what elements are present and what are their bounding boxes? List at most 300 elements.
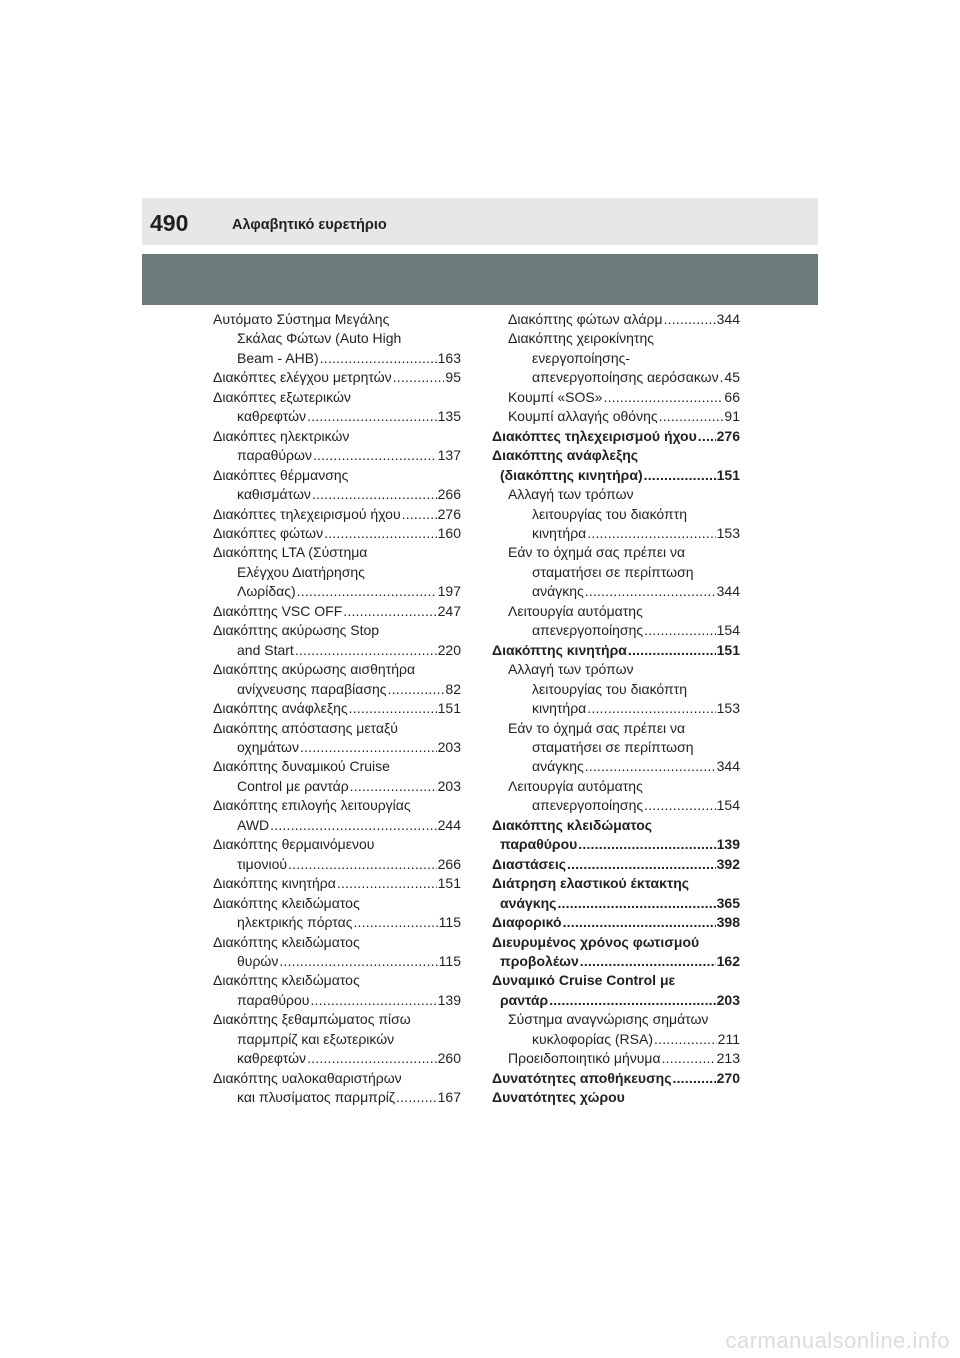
index-entry-text: Διακόπτης απόστασης μεταξύ bbox=[213, 719, 398, 736]
index-page-number: 203 bbox=[437, 738, 461, 755]
dot-leader bbox=[388, 680, 445, 699]
index-entry bbox=[492, 427, 740, 446]
index-entry-text: Δυνατότητες αποθήκευσης bbox=[492, 1069, 672, 1086]
dot-leader bbox=[578, 835, 715, 854]
index-entry-text: παραθύρου bbox=[237, 991, 310, 1008]
index-entry-text: Διακόπτης VSC OFF bbox=[213, 602, 343, 619]
index-entry-text: θυρών bbox=[237, 952, 279, 969]
dot-leader bbox=[585, 582, 716, 601]
index-entry bbox=[492, 660, 740, 718]
dot-leader bbox=[585, 757, 716, 776]
index-entry-line bbox=[492, 1088, 740, 1107]
index-entry-line bbox=[213, 913, 461, 932]
index-entry-text: Control με ραντάρ bbox=[237, 777, 349, 794]
index-entry-text: Διακόπτης θερμαινόμενου bbox=[213, 836, 375, 853]
dot-leader bbox=[313, 446, 437, 465]
index-entry bbox=[213, 310, 461, 368]
index-entry-text: ανίχνευσης παραβίασης bbox=[237, 680, 387, 697]
index-page-number: 151 bbox=[437, 875, 461, 892]
index-page-number: 66 bbox=[724, 388, 740, 405]
index-entry bbox=[213, 835, 461, 874]
index-entry-text: Διακόπτες φώτων bbox=[213, 524, 324, 541]
index-page-number: 137 bbox=[437, 447, 461, 464]
index-entry bbox=[213, 874, 461, 893]
index-page-number: 139 bbox=[716, 836, 740, 853]
index-entry bbox=[213, 388, 461, 427]
index-entry bbox=[492, 388, 740, 407]
dot-leader bbox=[603, 388, 723, 407]
index-entry-text: καθρεφτών bbox=[237, 1050, 307, 1067]
index-entry-line bbox=[492, 427, 740, 446]
index-entry bbox=[492, 777, 740, 816]
index-entry-line bbox=[492, 505, 740, 524]
index-entry bbox=[213, 1010, 461, 1068]
index-entry-text: Διακόπτης ξεθαμπώματος πίσω bbox=[213, 1011, 411, 1028]
index-entry-line bbox=[492, 582, 740, 601]
index-entry-line bbox=[213, 757, 461, 776]
index-entry-line bbox=[213, 719, 461, 738]
dot-leader bbox=[270, 816, 436, 835]
dot-leader bbox=[295, 641, 437, 660]
index-entry-line bbox=[492, 602, 740, 621]
index-entry-line bbox=[213, 680, 461, 699]
index-entry bbox=[213, 660, 461, 699]
index-entry-line bbox=[492, 1069, 740, 1088]
index-entry-line bbox=[213, 388, 461, 407]
index-entry-line bbox=[213, 407, 461, 426]
index-entry-text: Διακόπτες εξωτερικών bbox=[213, 388, 351, 405]
index-entry-line bbox=[213, 660, 461, 679]
index-entry-text: Διακόπτης ανάφλεξης bbox=[213, 700, 348, 717]
page-number: 490 bbox=[150, 210, 189, 236]
index-page-number: 398 bbox=[716, 914, 740, 931]
index-entry-line bbox=[492, 466, 740, 485]
index-entry-line bbox=[492, 719, 740, 738]
index-entry-text: παρμπρίζ και εξωτερικών bbox=[237, 1030, 395, 1047]
index-page-number: 163 bbox=[437, 349, 461, 366]
dot-leader bbox=[350, 777, 437, 796]
index-entry-text: Διακόπτης κλειδώματος bbox=[213, 894, 360, 911]
index-entry bbox=[213, 427, 461, 466]
index-entry-line bbox=[492, 699, 740, 718]
index-entry-text: Αλλαγή των τρόπων bbox=[508, 661, 634, 678]
index-entry-line bbox=[492, 563, 740, 582]
index-entry-line bbox=[492, 835, 740, 854]
index-entry-line bbox=[492, 796, 740, 815]
index-page-number: 151 bbox=[716, 466, 740, 483]
index-entry bbox=[213, 757, 461, 796]
index-entry-text: Διακόπτης κινητήρα bbox=[213, 875, 336, 892]
index-page-number: 197 bbox=[437, 583, 461, 600]
index-entry-line bbox=[492, 680, 740, 699]
index-entry-line bbox=[213, 1088, 461, 1107]
index-entry-text: κυκλοφορίας (RSA) bbox=[532, 1030, 654, 1047]
index-column-right bbox=[492, 310, 740, 1108]
index-entry-text: Σκάλας Φώτων (Auto High bbox=[237, 330, 402, 347]
index-entry-line bbox=[213, 427, 461, 446]
index-entry bbox=[492, 719, 740, 777]
index-entry-text: Διακόπτης επιλογής λειτουργίας bbox=[213, 797, 411, 814]
index-entry-line bbox=[213, 368, 461, 387]
index-entry-text: Διακόπτης δυναμικού Cruise bbox=[213, 758, 390, 775]
index-entry bbox=[492, 641, 740, 660]
index-entry-text: Διακόπτης κινητήρα bbox=[492, 641, 627, 658]
index-entry-line bbox=[213, 933, 461, 952]
index-entry bbox=[213, 621, 461, 660]
index-entry bbox=[213, 466, 461, 505]
index-entry-text: Λειτουργία αυτόματης bbox=[508, 602, 643, 619]
index-entry-line bbox=[213, 971, 461, 990]
index-entry bbox=[213, 368, 461, 387]
watermark: carmanualsonline.info bbox=[725, 1328, 950, 1353]
index-entry-line bbox=[492, 757, 740, 776]
section-title: Αλφαβητικό ευρετήριο bbox=[232, 217, 387, 233]
index-entry-line bbox=[492, 855, 740, 874]
dot-leader bbox=[343, 602, 436, 621]
index-entry bbox=[492, 407, 740, 426]
index-entry bbox=[213, 719, 461, 758]
index-entry-text: Διακόπτης υαλοκαθαριστήρων bbox=[213, 1069, 402, 1086]
dot-leader bbox=[644, 796, 716, 815]
index-entry-line bbox=[213, 1010, 461, 1029]
index-entry-line bbox=[492, 641, 740, 660]
index-page-number: 344 bbox=[716, 583, 740, 600]
index-entry-text: κινητήρα bbox=[532, 700, 587, 717]
index-entry bbox=[492, 446, 740, 485]
index-page-number: 266 bbox=[437, 486, 461, 503]
index-entry-text: Διακόπτης ακύρωσης Stop bbox=[213, 622, 380, 639]
index-page-number: 153 bbox=[716, 524, 740, 541]
index-entry bbox=[213, 1069, 461, 1108]
index-entry-text: Διακόπτης κλειδώματος bbox=[213, 972, 360, 989]
index-entry-text: καθρεφτών bbox=[237, 408, 307, 425]
index-entry bbox=[213, 933, 461, 972]
index-entry-line bbox=[213, 816, 461, 835]
index-entry-text: απενεργοποίησης bbox=[532, 797, 644, 814]
index-entry-line bbox=[492, 660, 740, 679]
index-entry-line bbox=[492, 485, 740, 504]
index-page-number: 167 bbox=[437, 1089, 461, 1106]
dot-leader bbox=[580, 952, 716, 971]
index-entry-line bbox=[492, 388, 740, 407]
index-entry bbox=[492, 485, 740, 543]
index-entry bbox=[213, 971, 461, 1010]
index-entry-text: Διακόπτες ελέγχου μετρητών bbox=[213, 369, 392, 386]
dot-leader bbox=[320, 349, 437, 368]
index-entry-line bbox=[213, 952, 461, 971]
dot-leader bbox=[310, 991, 436, 1010]
index-entry-text: παραθύρου bbox=[500, 836, 578, 853]
index-entry-line bbox=[213, 738, 461, 757]
index-entry-text: Δυνατότητες χώρου bbox=[492, 1089, 625, 1106]
index-entry-text: Κουμπί αλλαγής οθόνης bbox=[508, 408, 658, 425]
index-entry-line bbox=[213, 524, 461, 543]
index-entry bbox=[213, 699, 461, 718]
index-entry-text: Ελέγχου Διατήρησης bbox=[237, 563, 365, 580]
index-page-number: 365 bbox=[716, 894, 740, 911]
index-entry-text: και πλυσίματος παρμπρίζ bbox=[237, 1089, 396, 1106]
index-entry-line bbox=[492, 543, 740, 562]
index-entry-text: Διευρυμένος χρόνος φωτισμού bbox=[492, 933, 700, 950]
index-entry bbox=[213, 796, 461, 835]
dot-leader bbox=[353, 913, 437, 932]
index-entry-text: Λειτουργία αυτόματης bbox=[508, 777, 643, 794]
index-entry-line bbox=[492, 310, 740, 329]
index-entry-text: προβολέων bbox=[500, 952, 579, 969]
index-entry-text: οχημάτων bbox=[237, 738, 299, 755]
index-entry-text: καθισμάτων bbox=[237, 486, 311, 503]
index-entry-line bbox=[213, 796, 461, 815]
index-entry bbox=[492, 855, 740, 874]
index-entry bbox=[213, 524, 461, 543]
index-entry-text: παραθύρων bbox=[237, 447, 312, 464]
index-entry-line bbox=[213, 446, 461, 465]
dot-leader bbox=[402, 505, 437, 524]
index-entry bbox=[492, 1049, 740, 1068]
index-entry bbox=[213, 602, 461, 621]
index-entry bbox=[492, 602, 740, 641]
index-entry-line bbox=[492, 894, 740, 913]
dot-leader bbox=[307, 407, 437, 426]
index-entry-line bbox=[492, 1049, 740, 1068]
index-entry-line bbox=[213, 310, 461, 329]
index-page-number: 276 bbox=[437, 505, 461, 522]
dot-leader bbox=[557, 894, 715, 913]
index-page-number: 270 bbox=[716, 1069, 740, 1086]
index-page-number: 45 bbox=[724, 369, 740, 386]
dot-leader bbox=[297, 582, 437, 601]
dot-leader bbox=[698, 427, 716, 446]
index-entry-text: Διακόπτης κλειδώματος bbox=[492, 816, 653, 833]
dot-leader bbox=[720, 368, 724, 387]
dot-leader bbox=[393, 368, 445, 387]
index-entry-line bbox=[492, 349, 740, 368]
index-entry-text: Διακόπτης χειροκίνητης bbox=[508, 330, 654, 347]
index-entry-text: Διακόπτης ανάφλεξης bbox=[492, 447, 639, 464]
index-page-number: 220 bbox=[437, 641, 461, 658]
index-entry-line bbox=[213, 894, 461, 913]
index-page-number: 276 bbox=[716, 427, 740, 444]
index-page-number: 135 bbox=[437, 408, 461, 425]
dot-leader bbox=[307, 1049, 437, 1068]
index-entry-text: Διαστάσεις bbox=[492, 855, 566, 872]
index-entry bbox=[492, 1010, 740, 1049]
index-entry-text: Διακόπτης ακύρωσης αισθητήρα bbox=[213, 661, 416, 678]
dot-leader bbox=[279, 952, 437, 971]
index-entry bbox=[492, 874, 740, 913]
index-page-number: 244 bbox=[437, 816, 461, 833]
index-page-number: 392 bbox=[716, 855, 740, 872]
index-entry-line bbox=[213, 543, 461, 562]
dot-leader bbox=[644, 621, 716, 640]
index-entry-text: and Start bbox=[237, 641, 294, 658]
index-entry-text: ηλεκτρικής πόρτας bbox=[237, 914, 353, 931]
index-page-number: 154 bbox=[716, 797, 740, 814]
index-entry-line bbox=[213, 466, 461, 485]
index-entry-text: Σύστημα αναγνώρισης σημάτων bbox=[508, 1011, 709, 1028]
dot-leader bbox=[349, 699, 437, 718]
dot-leader bbox=[549, 991, 715, 1010]
index-entry-line bbox=[213, 855, 461, 874]
index-page-number: 153 bbox=[716, 700, 740, 717]
dot-leader bbox=[659, 407, 724, 426]
index-page-number: 95 bbox=[445, 369, 461, 386]
index-entry-text: ανάγκης bbox=[532, 583, 584, 600]
dot-leader bbox=[300, 738, 437, 757]
index-entry-line bbox=[492, 933, 740, 952]
index-entry-text: Διακόπτες ηλεκτρικών bbox=[213, 427, 350, 444]
index-entry-line bbox=[492, 329, 740, 348]
dot-leader bbox=[664, 310, 716, 329]
index-entry-line bbox=[213, 699, 461, 718]
index-page-number: 203 bbox=[716, 991, 740, 1008]
index-entry-text: Διακόπτης κλειδώματος bbox=[213, 933, 360, 950]
index-entry bbox=[492, 971, 740, 1010]
index-entry-text: λειτουργίας του διακόπτη bbox=[532, 680, 687, 697]
index-entry-text: κινητήρα bbox=[532, 524, 587, 541]
index-entry bbox=[492, 329, 740, 387]
dot-leader bbox=[567, 855, 716, 874]
index-entry-line bbox=[213, 991, 461, 1010]
dot-leader bbox=[324, 524, 437, 543]
index-page-number: 266 bbox=[437, 855, 461, 872]
index-entry-line bbox=[492, 971, 740, 990]
index-page-number: 160 bbox=[437, 524, 461, 541]
index-page-number: 213 bbox=[716, 1050, 740, 1067]
index-page-number: 260 bbox=[437, 1050, 461, 1067]
index-entry-text: Beam - AHB) bbox=[237, 349, 319, 366]
index-entry bbox=[492, 543, 740, 601]
index-entry-text: ραντάρ bbox=[500, 991, 549, 1008]
dot-leader bbox=[673, 1069, 716, 1088]
index-entry-line bbox=[213, 835, 461, 854]
index-entry-text: Προειδοποιητικό μήνυμα bbox=[508, 1050, 661, 1067]
index-entry-text: Δυναμικό Cruise Control με bbox=[492, 972, 676, 989]
index-entry-line bbox=[213, 1069, 461, 1088]
index-page-number: 151 bbox=[437, 700, 461, 717]
index-entry bbox=[492, 933, 740, 972]
dot-leader bbox=[587, 699, 715, 718]
index-page-number: 82 bbox=[445, 680, 461, 697]
index-entry-line bbox=[492, 816, 740, 835]
index-entry-line bbox=[213, 641, 461, 660]
index-column-left bbox=[213, 310, 461, 1108]
index-entry-line bbox=[492, 621, 740, 640]
index-entry bbox=[492, 913, 740, 932]
index-entry-text: σταματήσει σε περίπτωση bbox=[532, 563, 694, 580]
dot-leader bbox=[337, 874, 437, 893]
index-page-number: 211 bbox=[717, 1030, 740, 1047]
index-entry bbox=[492, 310, 740, 329]
index-page-number: 151 bbox=[716, 641, 740, 658]
dot-leader bbox=[628, 641, 716, 660]
index-entry bbox=[213, 894, 461, 933]
index-entry-line bbox=[492, 952, 740, 971]
index-entry-text: ανάγκης bbox=[532, 758, 584, 775]
index-entry bbox=[213, 505, 461, 524]
index-entry-line bbox=[213, 1049, 461, 1068]
index-entry-line bbox=[492, 738, 740, 757]
index-page-number: 91 bbox=[724, 408, 740, 425]
index-entry-line bbox=[492, 1030, 740, 1049]
index-page-number: 115 bbox=[438, 952, 461, 969]
index-entry-line bbox=[213, 777, 461, 796]
index-entry-text: τιμονιού bbox=[237, 855, 288, 872]
index-entry bbox=[492, 1069, 740, 1088]
index-entry-line bbox=[492, 874, 740, 893]
index-entry-text: Διακόπτης φώτων αλάρμ bbox=[508, 311, 663, 327]
index-page-number: 162 bbox=[716, 952, 740, 969]
index-entry-line bbox=[213, 349, 461, 368]
index-page-number: 344 bbox=[716, 758, 740, 775]
index-entry-line bbox=[213, 1030, 461, 1049]
index-entry-line bbox=[492, 446, 740, 465]
index-entry-text: Διακόπτες θέρμανσης bbox=[213, 466, 349, 483]
dot-leader bbox=[288, 855, 437, 874]
index-entry-line bbox=[213, 582, 461, 601]
index-entry-line bbox=[492, 991, 740, 1010]
index-entry-text: Διακόπτες τηλεχειρισμού ήχου bbox=[492, 427, 697, 444]
index-entry-text: Εάν το όχημά σας πρέπει να bbox=[508, 719, 686, 736]
index-entry-text: Εάν το όχημά σας πρέπει να bbox=[508, 544, 686, 561]
index-entry-text: λειτουργίας του διακόπτη bbox=[532, 505, 687, 522]
index-entry-line bbox=[213, 621, 461, 640]
dot-leader bbox=[563, 913, 716, 932]
dot-leader bbox=[644, 466, 716, 485]
index-entry-text: Διακόπτες τηλεχειρισμού ήχου bbox=[213, 505, 401, 522]
dot-leader bbox=[312, 485, 437, 504]
index-entry bbox=[492, 816, 740, 855]
index-entry-line bbox=[213, 329, 461, 348]
index-entry-text: ενεργοποίησης- bbox=[532, 349, 631, 366]
index-entry-text: Διακόπτης LTA (Σύστημα bbox=[213, 544, 368, 561]
index-entry-text: Λωρίδας) bbox=[237, 583, 296, 600]
dot-leader bbox=[396, 1088, 437, 1107]
index-entry bbox=[492, 1088, 740, 1107]
index-entry-line bbox=[492, 1010, 740, 1029]
index-page-number: 203 bbox=[437, 777, 461, 794]
dot-leader bbox=[654, 1030, 717, 1049]
index-entry-line bbox=[213, 563, 461, 582]
index-entry-line bbox=[213, 602, 461, 621]
index-entry-text: Αλλαγή των τρόπων bbox=[508, 486, 634, 503]
dot-leader bbox=[587, 524, 715, 543]
index-entry-text: απενεργοποίησης bbox=[532, 622, 644, 639]
index-entry-text: AWD bbox=[237, 816, 270, 833]
index-page-number: 247 bbox=[437, 602, 461, 619]
index-page-number: 154 bbox=[716, 622, 740, 639]
index-entry-line bbox=[492, 524, 740, 543]
index-entry-line bbox=[492, 407, 740, 426]
index-entry-line bbox=[213, 874, 461, 893]
index-entry-text: Κουμπί «SOS» bbox=[508, 388, 603, 405]
index-entry-text: σταματήσει σε περίπτωση bbox=[532, 738, 694, 755]
section-band bbox=[142, 254, 818, 305]
index-entry-line bbox=[492, 913, 740, 932]
index-page-number: 139 bbox=[437, 991, 461, 1008]
index-page-number: 115 bbox=[438, 914, 461, 931]
index-page-number: 344 bbox=[716, 311, 740, 327]
index-entry-text: Διαφορικό bbox=[492, 914, 562, 931]
index-entry-text: Διάτρηση ελαστικού έκτακτης bbox=[492, 875, 690, 892]
index-entry-text: ανάγκης bbox=[500, 894, 557, 911]
index-entry-line bbox=[213, 505, 461, 524]
dot-leader bbox=[662, 1049, 716, 1068]
index-entry-line bbox=[492, 777, 740, 796]
index-entry-text: απενεργοποίησης αερόσακων bbox=[532, 369, 719, 386]
index-entry bbox=[213, 543, 461, 601]
index-entry-line bbox=[492, 368, 740, 387]
